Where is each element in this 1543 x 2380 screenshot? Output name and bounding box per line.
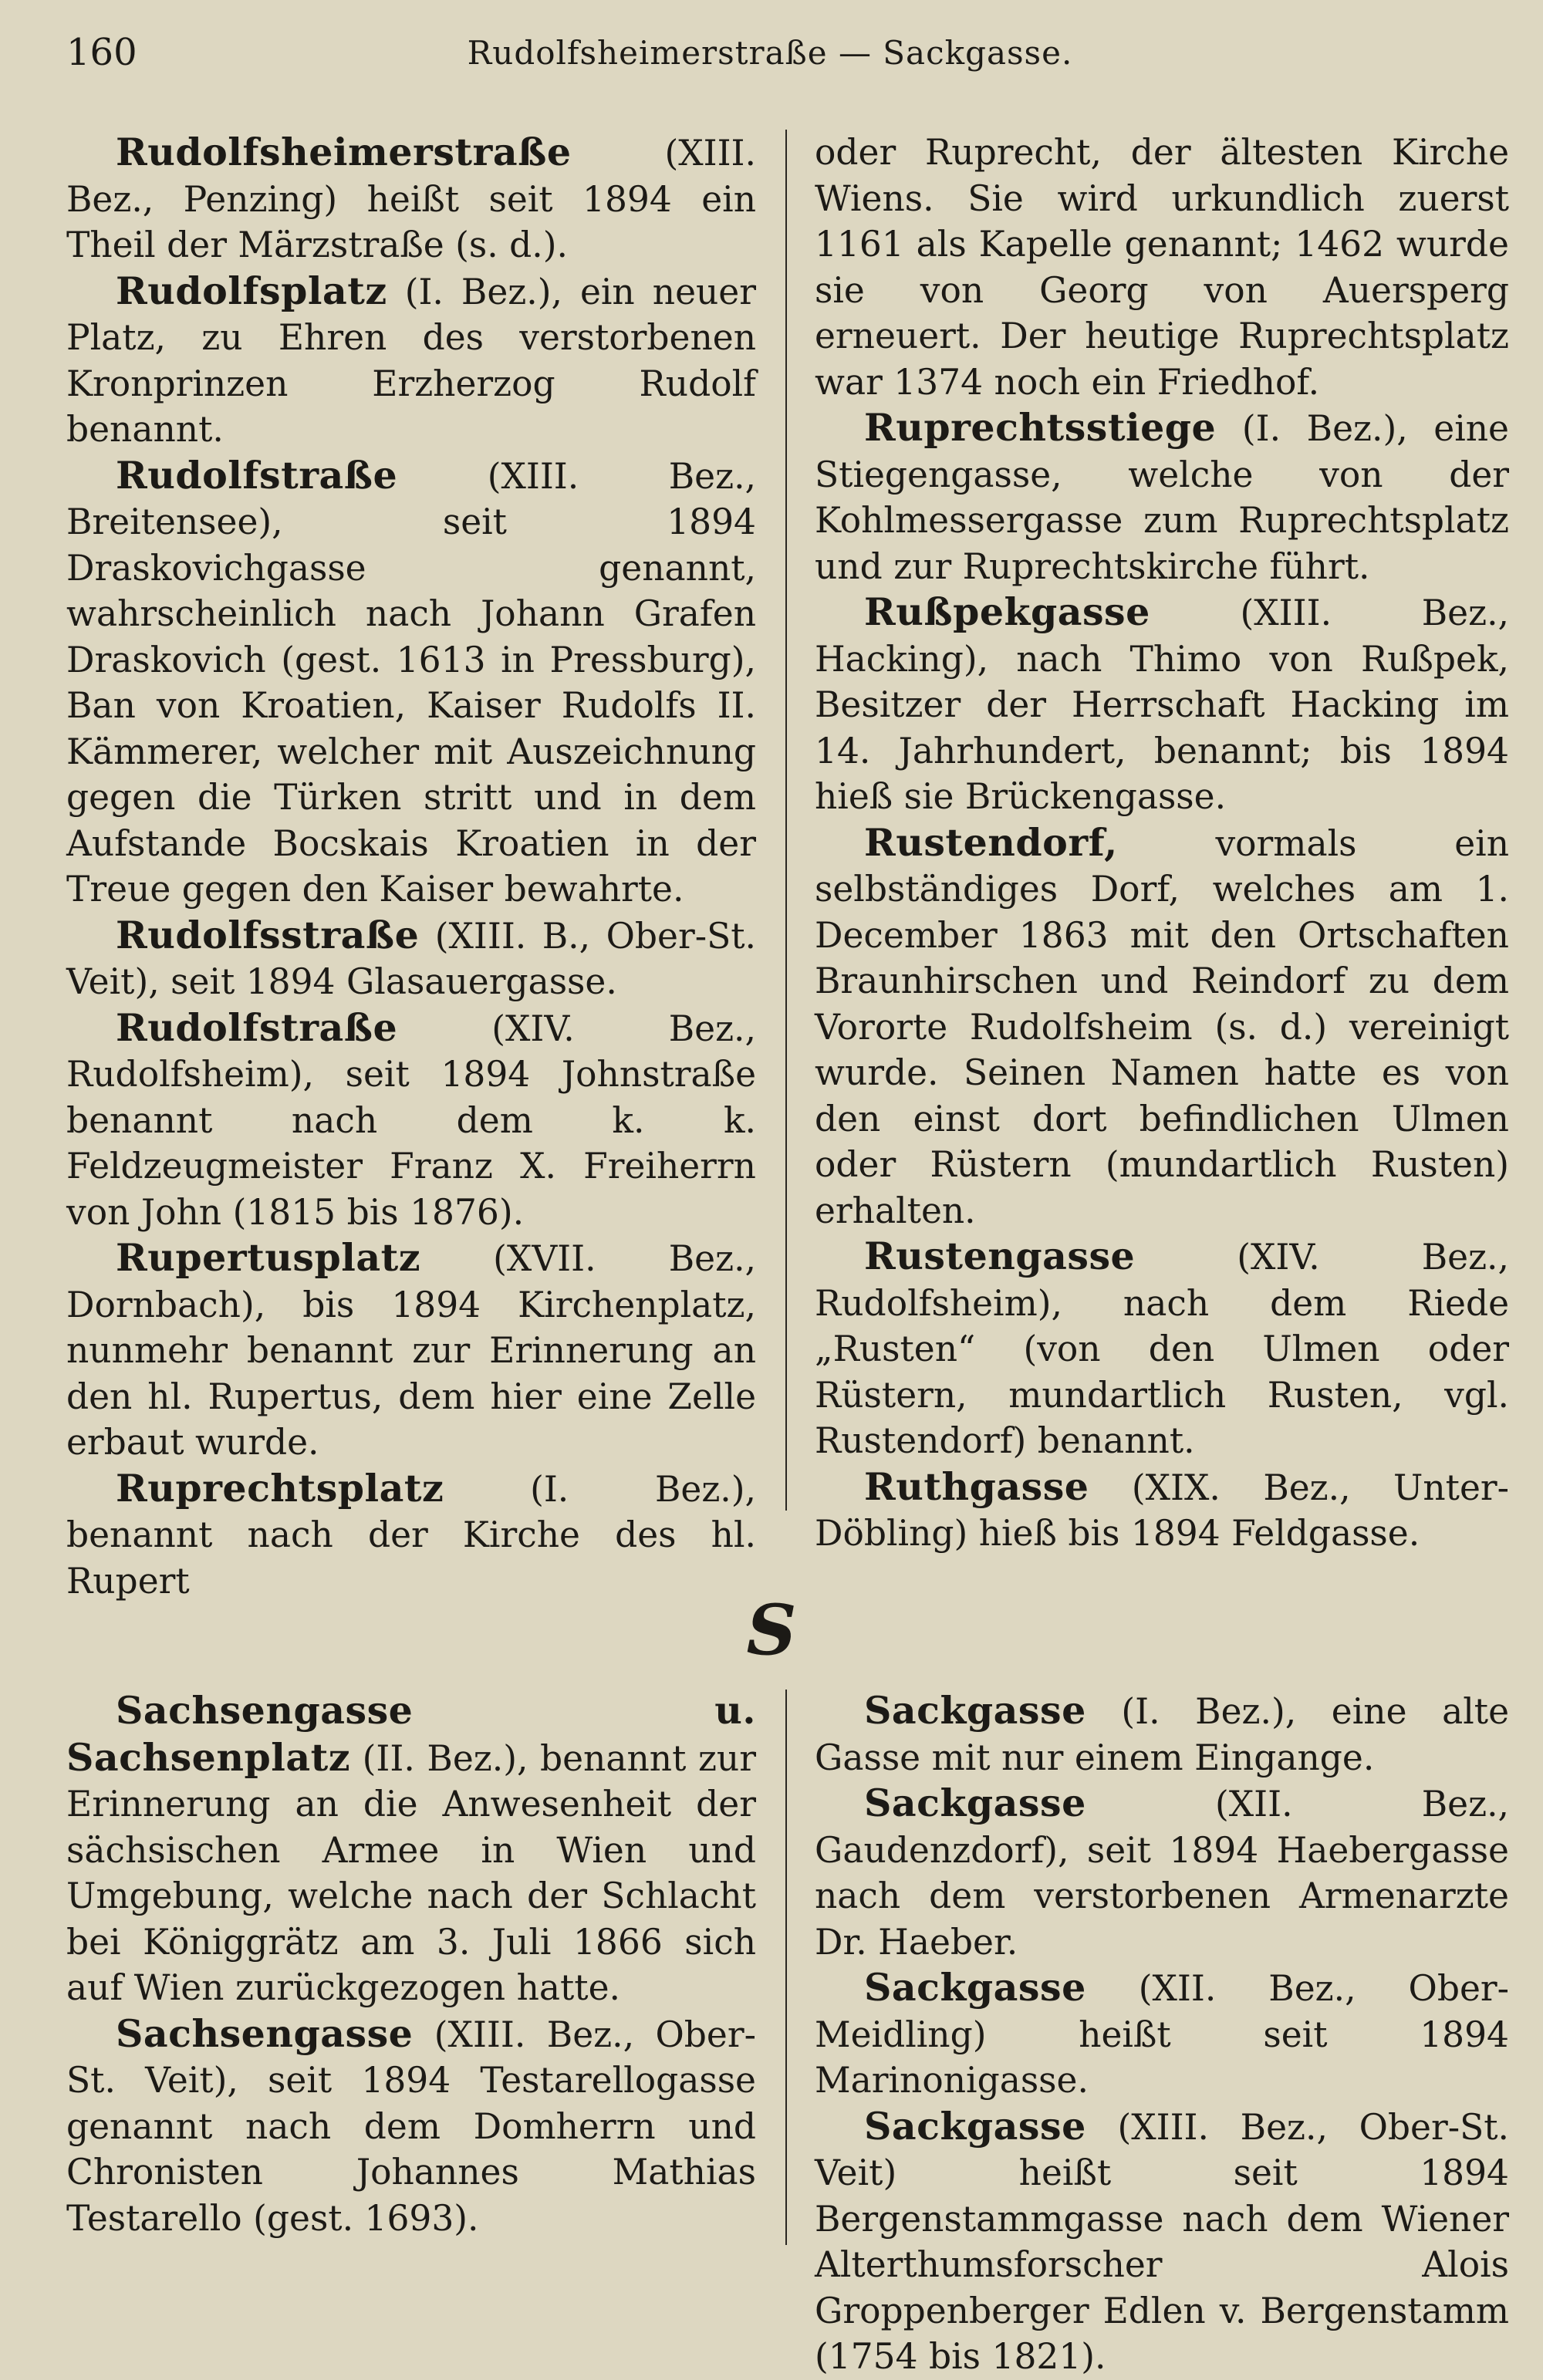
entry-text: (XIII. Bez., Breitensee), seit 1894 Draskovichgasse genannt, wahrscheinlich nach Johann Grafen Draskovich (gest. 1613 in Pressburg), Ban von Kroatien, Kaiser Rudolfs II. Kämmerer, welcher mit Auszeichnung gegen die Türken stritt und in dem Aufstande Bocskais Kroatien in der Treue gegen den Kaiser bewahrte. [66, 455, 756, 910]
entry-text: (I. Bez.), eine alte Gasse mit nur einem Eingange. [815, 1691, 1509, 1778]
page-header [66, 31, 1474, 85]
entry [815, 1464, 1509, 1557]
entry [66, 130, 756, 268]
entry-headword: Sackgasse [864, 2103, 1086, 2149]
column-divider [785, 1690, 787, 2245]
entry-headword: Sackgasse [864, 1781, 1086, 1825]
entry-text: (XII. Bez., Ober-Meidling) heißt seit 1894 Marinonigasse. [815, 1968, 1509, 2101]
entry-text: (II. Bez.), benannt zur Erinnerung an die Anwesenheit der sächsischen Armee in Wien und Umgebung, welche nach der Schlacht bei Königgrätz am 3. Juli 1866 sich auf Wien zurückgezogen hatte. [66, 1737, 756, 2008]
entry [815, 1688, 1509, 1781]
entry-headword: Rudolfsstraße [116, 912, 420, 957]
entry [815, 2104, 1509, 2380]
entry-headword: Ruprechtsplatz [116, 1465, 444, 1511]
entry [66, 1466, 756, 1605]
entry [815, 589, 1509, 820]
entry-text: (XIII. Bez., Hacking), nach Thimo von Rußpek, Besitzer der Herrschaft Hacking im 14. Jahrhundert, benannt; bis 1894 hieß sie Brückengasse. [815, 592, 1509, 817]
entry-headword: Sackgasse [864, 1688, 1086, 1733]
column-top-left [66, 130, 756, 1604]
entry [66, 913, 756, 1005]
entry-text: (I. Bez.), benannt nach der Kirche des hl. Rupert [66, 1468, 756, 1602]
entry-text: (XIII. Bez., Penzing) heißt seit 1894 ein Theil der Märzstraße (s. d.). [66, 133, 756, 265]
entry [66, 268, 756, 453]
running-head: Rudolfsheimerstraße — Sackgasse. [467, 34, 1073, 72]
entry [815, 405, 1509, 589]
entry-text: (XIII. Bez., Ober-St. Veit) heißt seit 1894 Bergenstammgasse nach dem Wiener Alterthumsforscher Alois Groppenberger Edlen v. Bergenstamm (1754 bis 1821). [815, 2106, 1509, 2377]
entry [66, 2011, 756, 2242]
entry [66, 453, 756, 913]
section-letter: S [746, 1589, 797, 1671]
entry-headword: Sackgasse [864, 1965, 1086, 2010]
column-bottom-right [815, 1688, 1509, 2380]
page-number: 160 [66, 31, 137, 74]
entry-text: (XVII. Bez., Dornbach), bis 1894 Kirchenplatz, nunmehr benannt zur Erinnerung an den hl. Rupertus, dem hier eine Zelle erbaut wurde. [66, 1238, 756, 1463]
entry-headword: Rupertusplatz [116, 1235, 421, 1280]
entry-headword: Ruthgasse [864, 1463, 1089, 1509]
entry-text: (XIX. Bez., Unter-Döbling) hieß bis 1894 Feldgasse. [815, 1467, 1509, 1554]
entry-text: (XIV. Bez., Rudolfsheim), seit 1894 Johnstraße benannt nach dem k. k. Feldzeugmeister Franz X. Freiherrn von John (1815 bis 1876). [66, 1008, 756, 1233]
column-divider [785, 130, 787, 1511]
entry-headword: Ruprechtsstiege [864, 405, 1217, 450]
entry-text: (XIV. Bez., Rudolfsheim), nach dem Riede „Rusten“ (von den Ulmen oder Rüstern, mundartlich Rusten, vgl. Rustendorf) benannt. [815, 1237, 1509, 1461]
entry-headword: Rustengasse [864, 1234, 1136, 1278]
entry-text: (I. Bez.), ein neuer Platz, zu Ehren des verstorbenen Kronprinzen Erzherzog Rudolf benannt. [66, 271, 756, 450]
entry [66, 1005, 756, 1236]
column-top-right [815, 130, 1509, 1557]
entry-text: (I. Bez.), eine Stiegengasse, welche von der Kohlmessergasse zum Ruprechtsplatz und zur Ruprechtskirche führt. [815, 408, 1509, 587]
entry-text: vormals ein selbständiges Dorf, welches am 1. December 1863 mit den Ortschaften Braunhirschen und Reindorf zu dem Vororte Rudolfsheim (s. d.) vereinigt wurde. Seinen Namen hatte es von den einst dort befindlichen Ulmen oder Rüstern (mundartlich Rusten) erhalten. [815, 822, 1509, 1231]
entry [815, 820, 1509, 1234]
entry-headword: Rußpekgasse [864, 589, 1150, 634]
entry [815, 1234, 1509, 1464]
entry-headword: Rudolfstraße [116, 452, 398, 498]
entry-headword: Rustendorf, [864, 819, 1118, 865]
entry [815, 1965, 1509, 2104]
entry-text: (XIII. B., Ober-St. Veit), seit 1894 Glasauergasse. [66, 915, 756, 1002]
entry-text: (XII. Bez., Gaudenzdorf), seit 1894 Haebergasse nach dem verstorbenen Armenarzte Dr. Haeber. [815, 1784, 1509, 1963]
entry-continuation [815, 130, 1509, 405]
entry [66, 1235, 756, 1466]
entry-headword: Rudolfstraße [116, 1004, 398, 1050]
entry-headword: Rudolfsheimerstraße [116, 130, 572, 174]
entry-headword: Sachsengasse u. Sachsenplatz [66, 1688, 756, 1780]
entry-text: oder Ruprecht, der ältesten Kirche Wiens. Sie wird urkundlich zuerst 1161 als Kapelle genannt; 1462 wurde sie von Georg von Auersperg erneuert. Der heutige Ruprechtsplatz war 1374 noch ein Friedhof. [815, 132, 1509, 403]
entry [815, 1781, 1509, 1965]
entry-headword: Rudolfsplatz [116, 268, 387, 313]
entry-headword: Sachsengasse [116, 2010, 414, 2056]
entry [66, 1688, 756, 2011]
column-bottom-left [66, 1688, 756, 2241]
entry-text: (XIII. Bez., Ober-St. Veit), seit 1894 Testarellogasse genannt nach dem Domherrn und Chronisten Johannes Mathias Testarello (gest. 1693). [66, 2014, 756, 2239]
